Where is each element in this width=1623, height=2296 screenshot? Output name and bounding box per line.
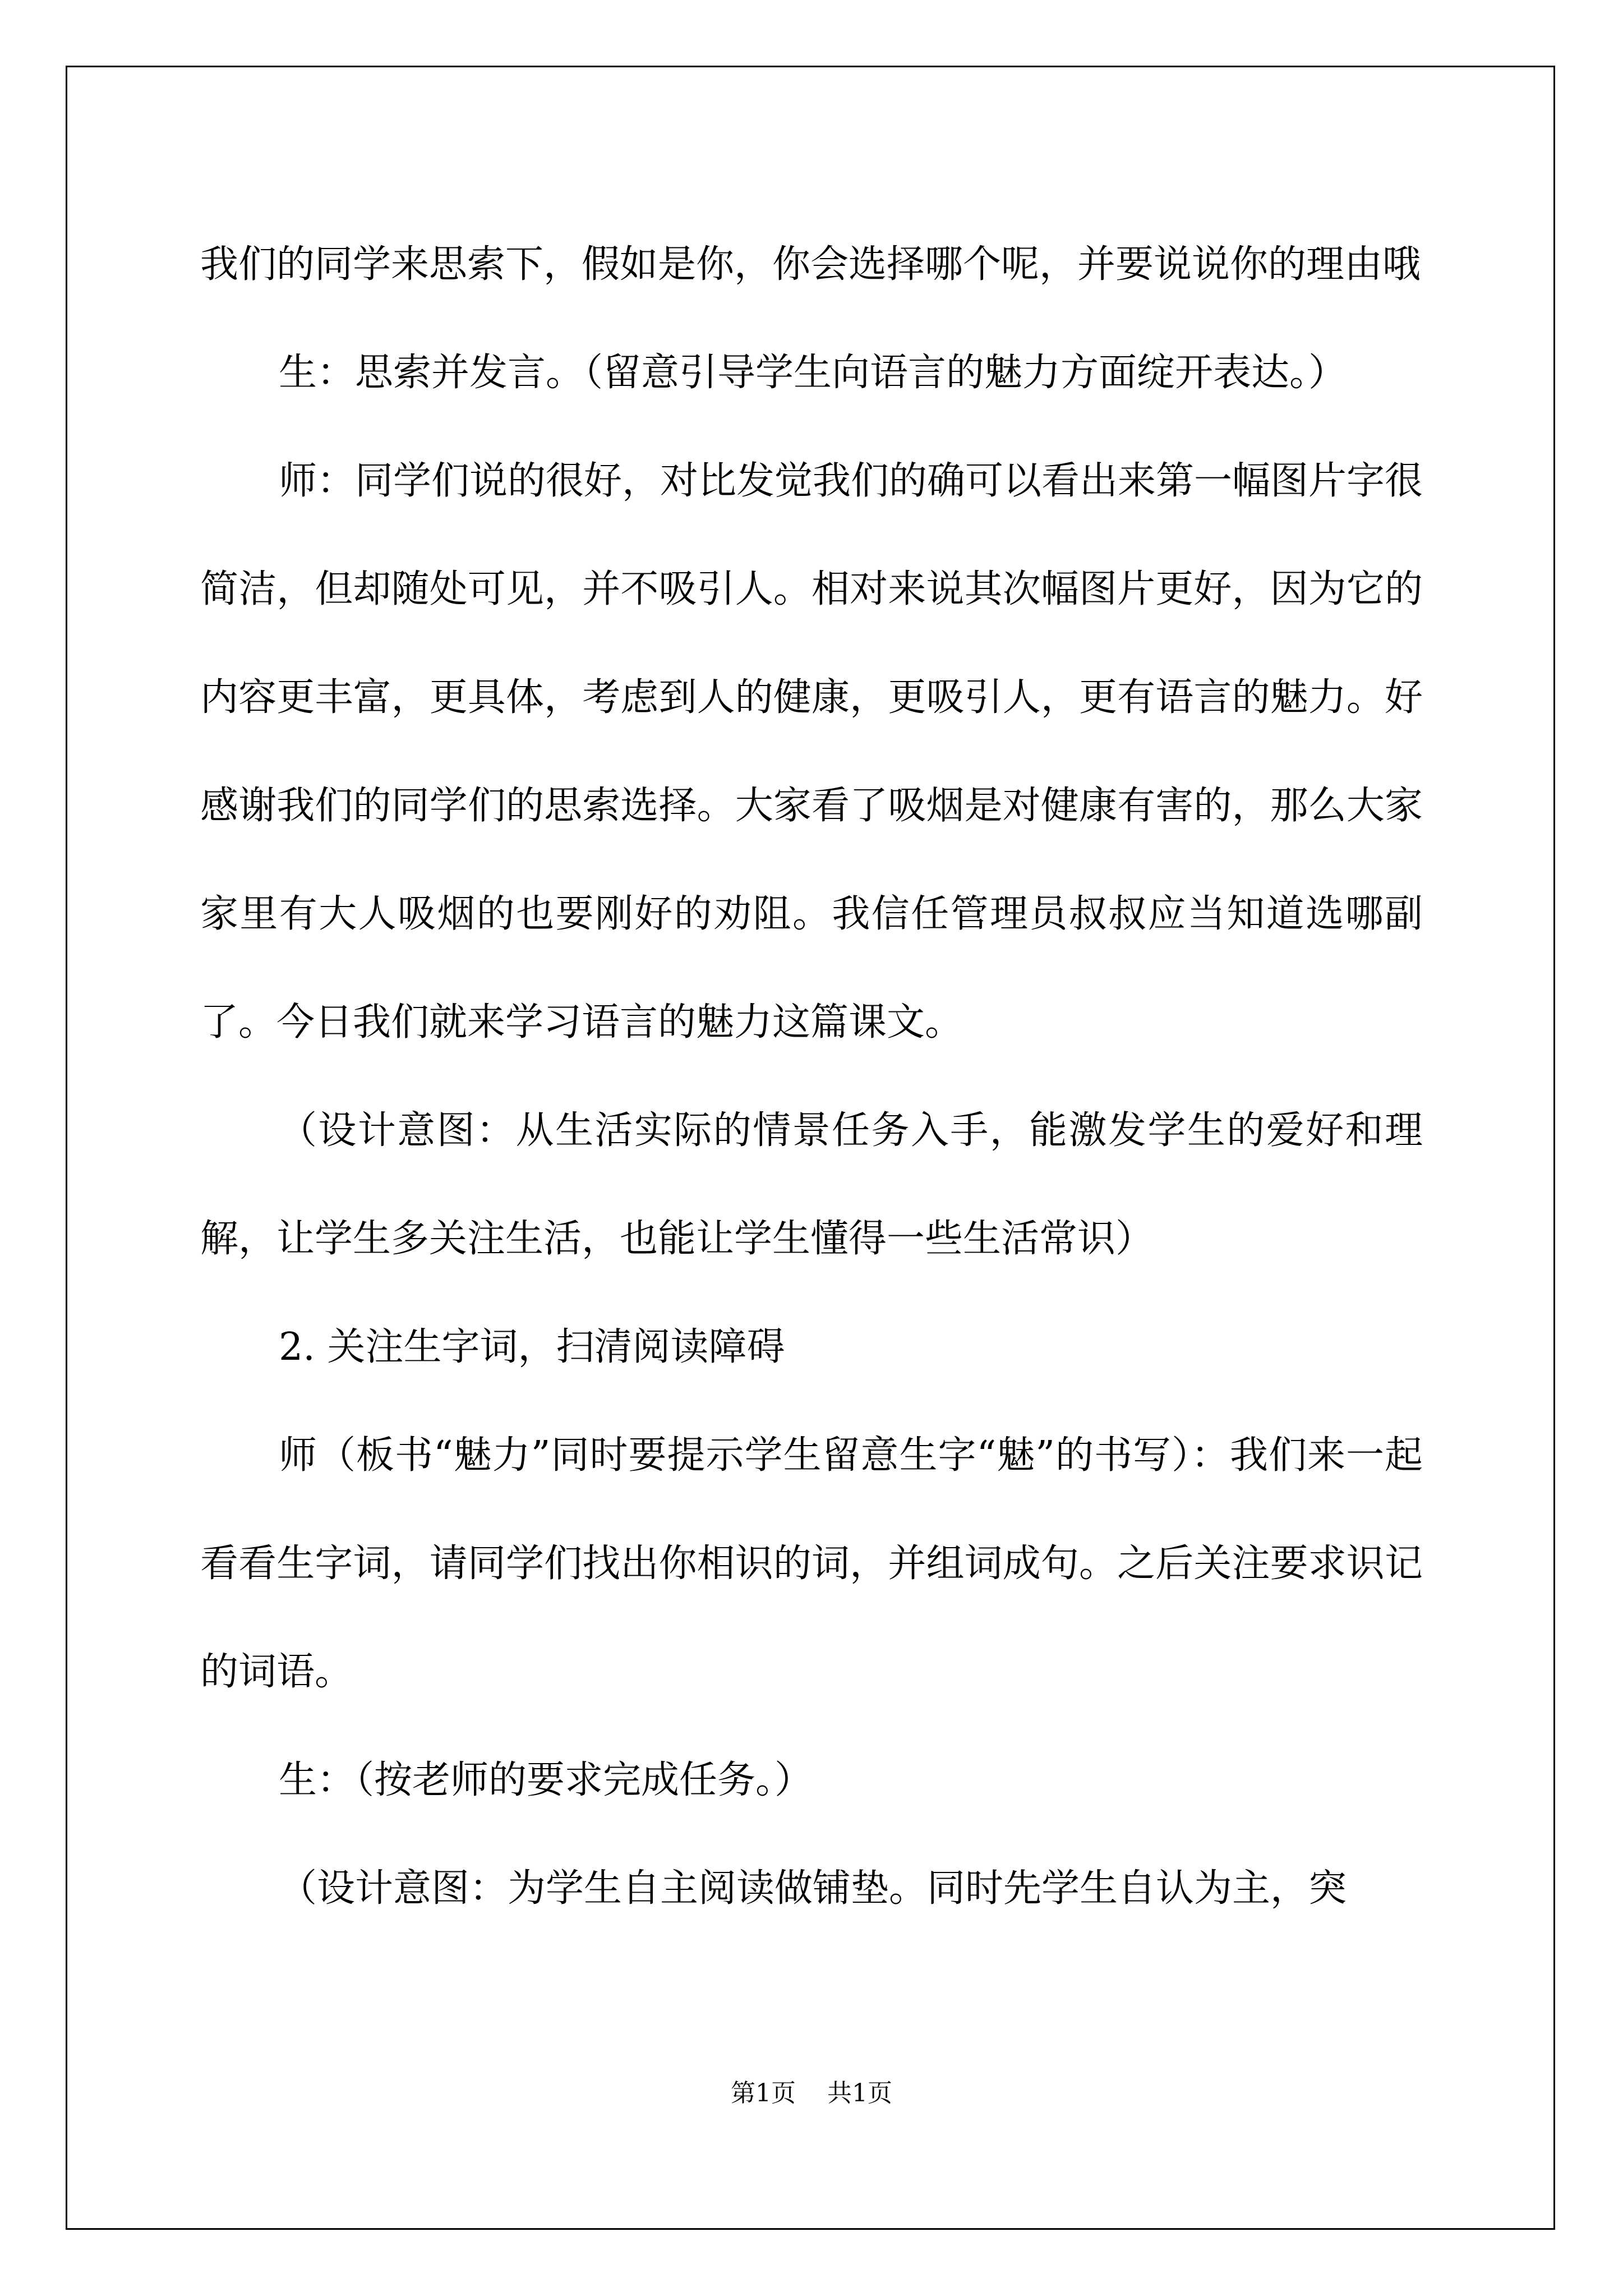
paragraph-1: 我们的同学来思索下，假如是你，你会选择哪个呢，并要说说你的理由哦 bbox=[200, 242, 1421, 287]
paragraph-8: （设计意图：为学生自主阅读做铺垫。同时先学生自认为主，突 bbox=[279, 1866, 1347, 1911]
paragraph-6: 师（板书“魅力”同时要提示学生留意生字“魅”的书写）：我们来一起看看生字词，请同学们找出你相识的词，并组词成句。之后关注要求识记的词语。 bbox=[200, 1433, 1423, 1694]
document-body bbox=[200, 210, 1423, 1943]
paragraph-5: 2. 关注生字词，扫清阅读障碍 bbox=[279, 1325, 785, 1369]
paragraph-4: （设计意图：从生活实际的情景任务入手，能激发学生的爱好和理解，让学生多关注生活，也能让学生懂得一些生活常识） bbox=[200, 1108, 1423, 1261]
page-number: 第1页 bbox=[731, 2079, 796, 2108]
paragraph-2: 生：思索并发言。（留意引导学生向语言的魅力方面绽开表达。） bbox=[279, 351, 1347, 395]
paragraph-7: 生：（按老师的要求完成任务。） bbox=[279, 1758, 813, 1802]
page-footer bbox=[0, 2073, 1623, 2109]
paragraph-3: 师：同学们说的很好，对比发觉我们的确可以看出来第一幅图片字很简洁，但却随处可见，并不吸引人。相对来说其次幅图片更好，因为它的内容更丰富，更具体，考虑到人的健康，更吸引人，更有语言的魅力。好感谢我们的同学们的思索选择。大家看了吸烟是对健康有害的，那么大家家里有大人吸烟的也要刚好的劝阻。我信任管理员叔叔应当知道选哪副了。今日我们就来学习语言的魅力这篇课文。 bbox=[200, 459, 1423, 1045]
page-total: 共1页 bbox=[827, 2079, 892, 2108]
